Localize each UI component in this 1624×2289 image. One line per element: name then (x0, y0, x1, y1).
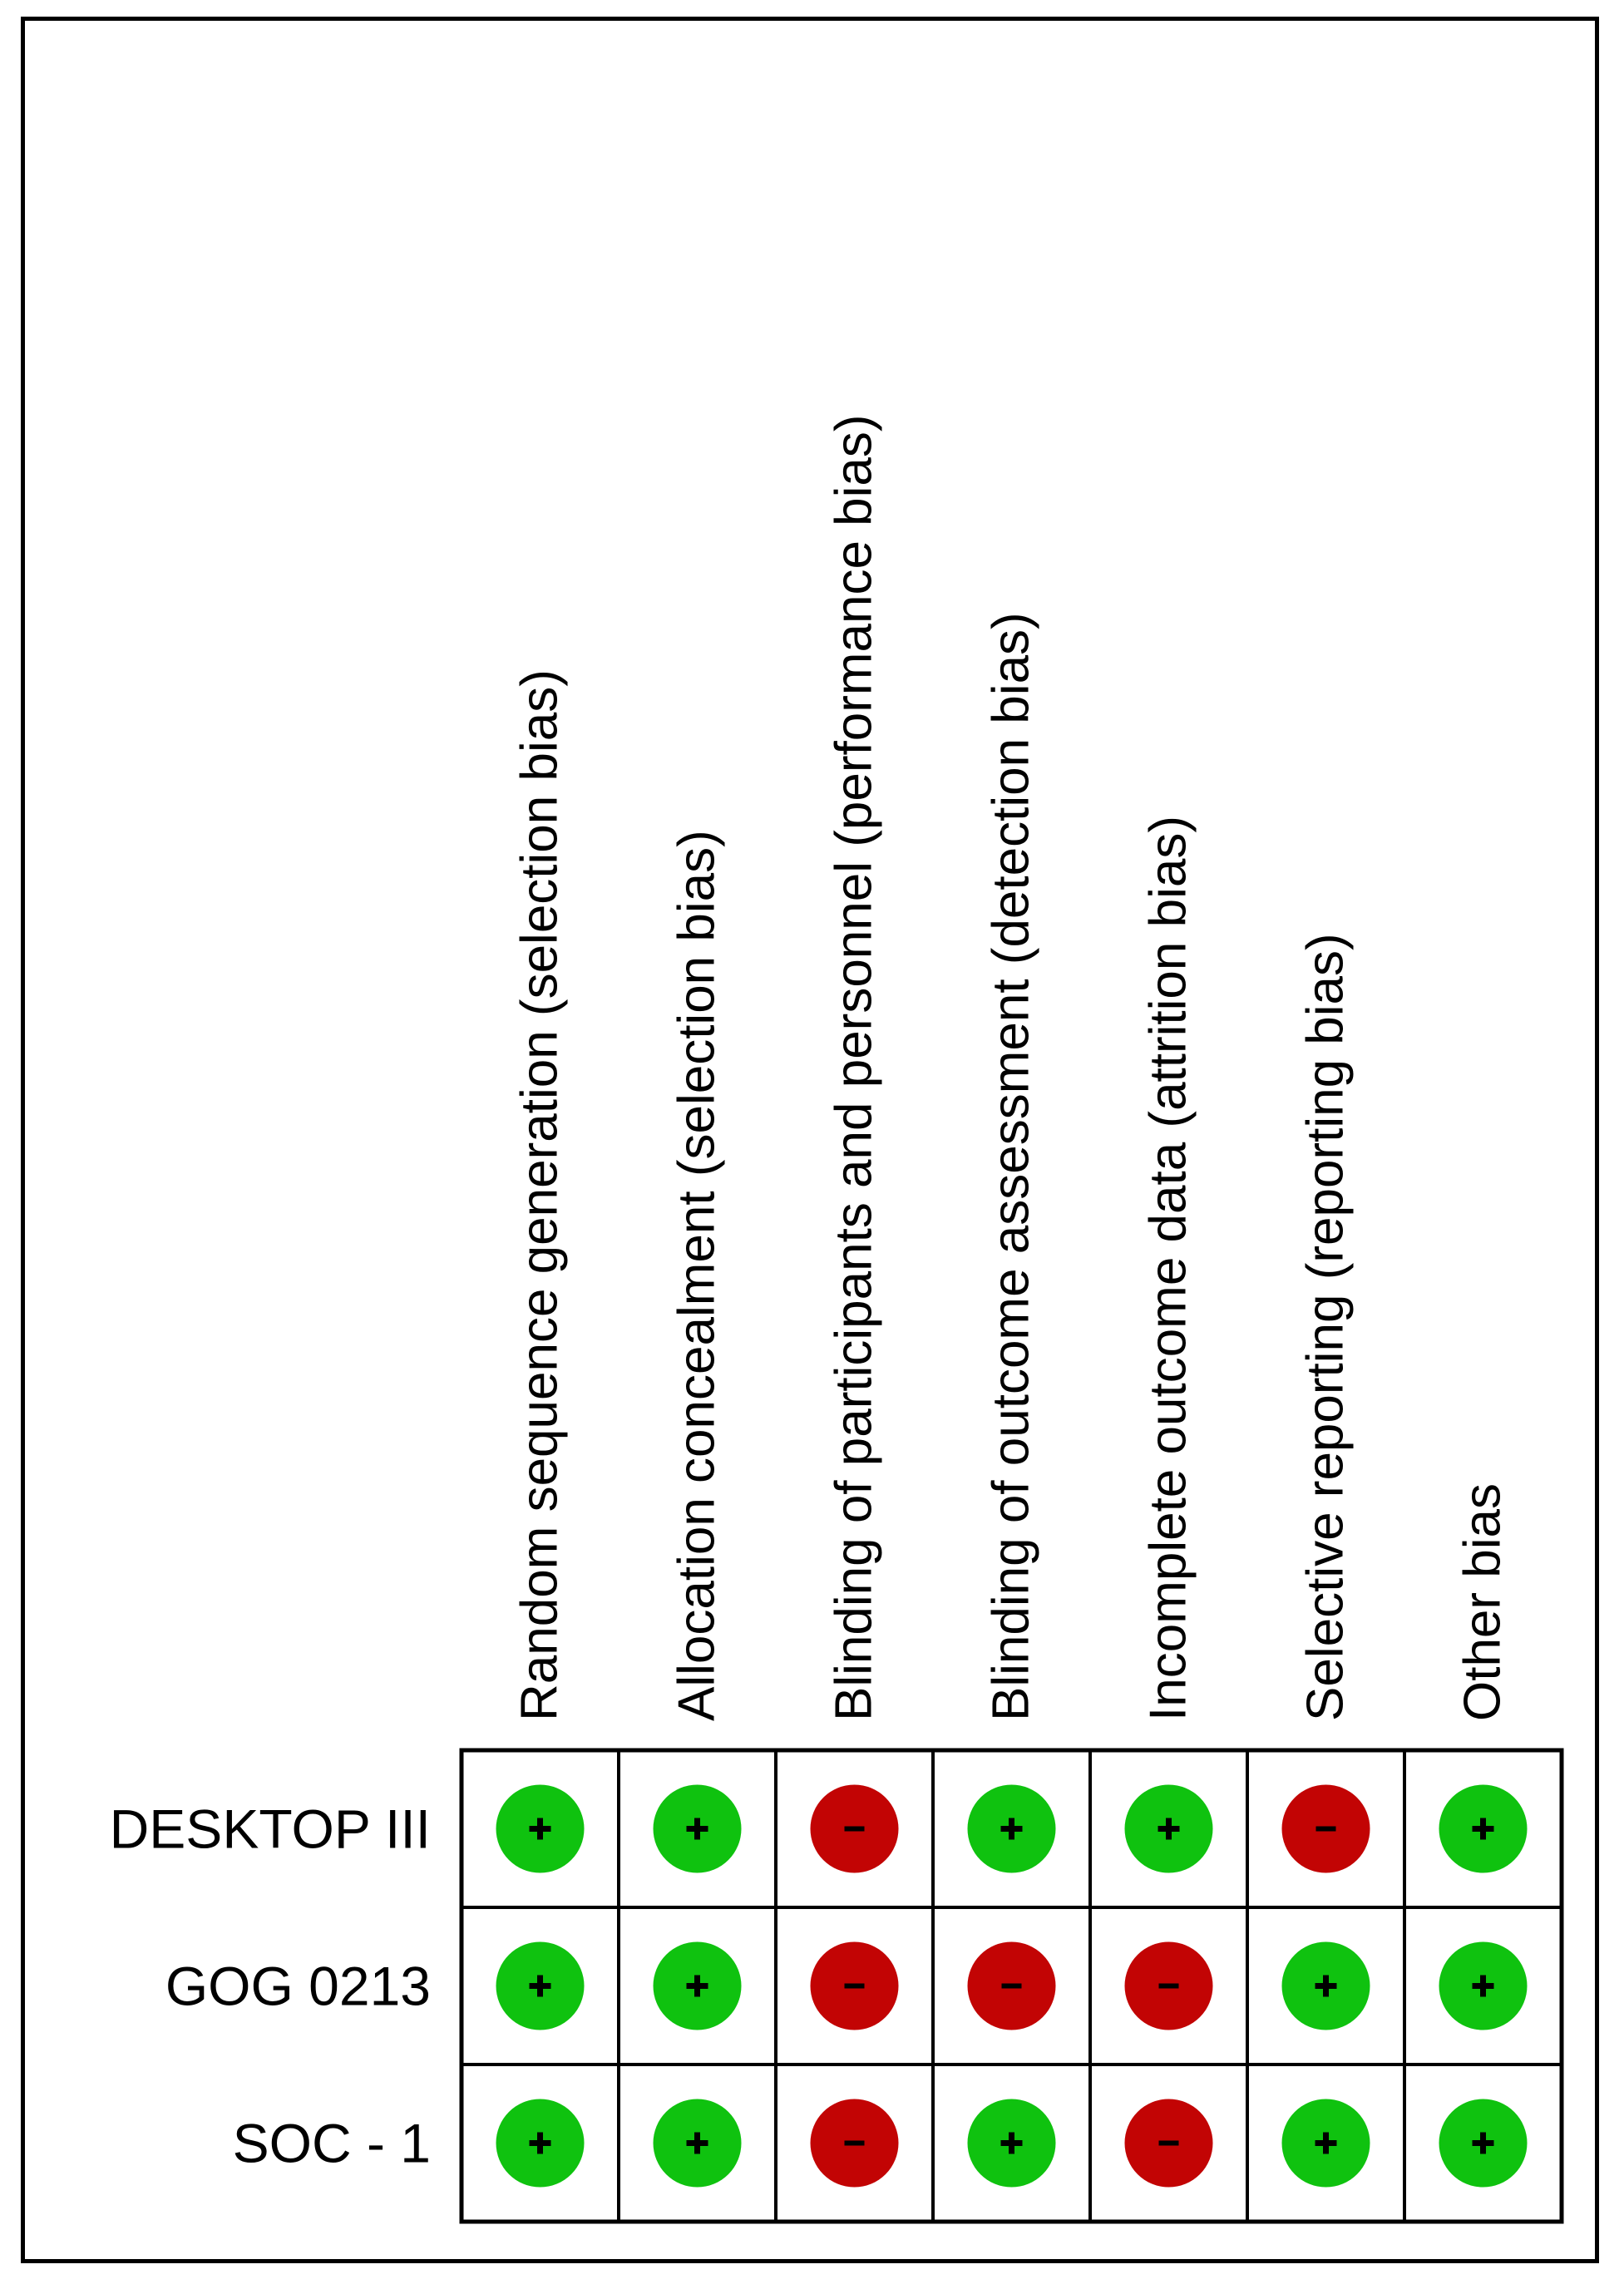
plus-icon (537, 1818, 543, 1840)
plus-icon (537, 1976, 543, 1997)
minus-icon (845, 2141, 865, 2146)
column-header: Blinding of outcome assessment (detection bias) (982, 612, 1040, 1721)
minus-icon (1159, 2141, 1179, 2146)
study-label: GOG 0213 (165, 1955, 431, 2017)
minus-icon (1159, 1984, 1179, 1989)
minus-icon (1002, 1984, 1022, 1989)
column-header: Other bias (1454, 1482, 1512, 1721)
column-header: Allocation concealment (selection bias) (668, 830, 726, 1721)
plus-icon (1480, 2133, 1486, 2154)
minus-icon (845, 1984, 865, 1989)
study-label: DESKTOP III (109, 1798, 431, 1860)
plus-icon (1166, 1818, 1172, 1840)
plus-icon (1009, 2133, 1014, 2154)
minus-icon (845, 1827, 865, 1832)
plus-icon (1009, 1818, 1014, 1840)
plus-icon (694, 2133, 700, 2154)
plus-icon (1323, 1976, 1329, 1997)
column-header: Blinding of participants and personnel (performance bias) (825, 414, 883, 1721)
plus-icon (694, 1818, 700, 1840)
plus-icon (1480, 1976, 1486, 1997)
column-header: Incomplete outcome data (attrition bias) (1139, 816, 1197, 1721)
plus-icon (694, 1976, 700, 1997)
column-header: Selective reporting (reporting bias) (1296, 933, 1355, 1721)
plus-icon (1323, 2133, 1329, 2154)
minus-icon (1316, 1827, 1336, 1832)
study-label: SOC - 1 (232, 2112, 431, 2174)
plus-icon (537, 2133, 543, 2154)
column-header: Random sequence generation (selection bias) (511, 669, 569, 1721)
plus-icon (1480, 1818, 1486, 1840)
